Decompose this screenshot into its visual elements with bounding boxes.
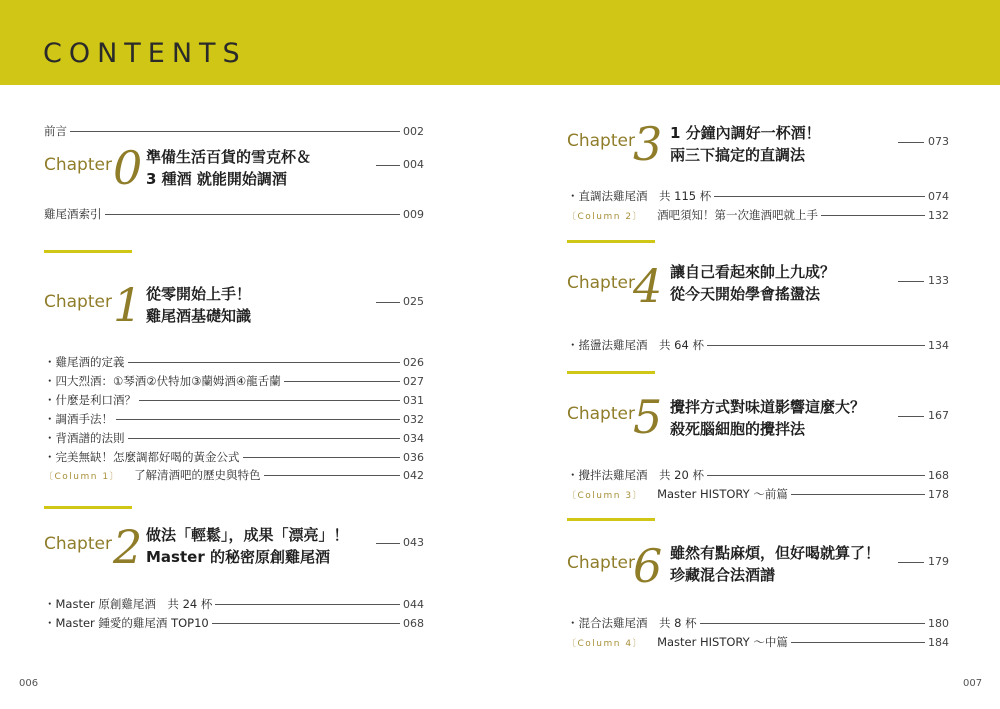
column-badge: 〔Column 3〕 xyxy=(567,490,644,501)
chapter-title-line2: 從今天開始學會搖盪法 xyxy=(670,285,821,303)
toc-entry[interactable] xyxy=(567,465,949,485)
entry-page: 032 xyxy=(403,412,424,426)
leader-line xyxy=(264,475,400,476)
leader-line xyxy=(215,604,400,605)
toc-entry-column-2[interactable] xyxy=(567,205,949,225)
toc-entry[interactable] xyxy=(44,409,424,429)
chapter-number: 1 xyxy=(113,278,143,332)
chapter-title-line2: 殺死腦細胞的攪拌法 xyxy=(670,420,806,438)
leader-line xyxy=(376,543,400,544)
toc-entry[interactable] xyxy=(567,613,949,633)
entry-page: 132 xyxy=(928,208,949,222)
chapter-number: 0 xyxy=(113,141,143,195)
chapter-number: 5 xyxy=(633,390,663,444)
entry-label: ・四大烈酒：①琴酒②伏特加③蘭姆酒④龍舌蘭 xyxy=(44,374,281,388)
chapter-page: 133 xyxy=(928,274,949,287)
leader-line xyxy=(243,457,401,458)
leader-line xyxy=(791,642,925,643)
chapter-page: 073 xyxy=(928,135,949,148)
chapter-word: Chapter xyxy=(567,273,635,293)
toc-entry-column-1[interactable] xyxy=(44,465,424,485)
entry-page: 031 xyxy=(403,393,424,407)
leader-line xyxy=(821,215,925,216)
entry-page: 184 xyxy=(928,635,949,649)
leader-line xyxy=(105,214,401,215)
chapter-title-line2: Master 的秘密原創雞尾酒 xyxy=(146,548,330,566)
entry-page: 168 xyxy=(928,468,949,482)
chapter-title-line1: 讓自己看起來帥上九成？ xyxy=(670,263,836,281)
chapter-word: Chapter xyxy=(567,131,635,151)
column-badge: 〔Column 4〕 xyxy=(567,638,644,649)
section-divider xyxy=(567,518,655,521)
entry-page: 180 xyxy=(928,616,949,630)
leader-line xyxy=(116,419,400,420)
entry-page: 009 xyxy=(403,207,424,221)
toc-entry[interactable] xyxy=(44,390,424,410)
entry-label: 酒吧須知！第一次進酒吧就上手 xyxy=(657,208,819,222)
entry-page: 042 xyxy=(403,468,424,482)
leader-line xyxy=(898,142,924,143)
toc-entry-preface[interactable] xyxy=(44,121,424,141)
leader-line xyxy=(376,302,400,303)
chapter-word: Chapter xyxy=(44,155,112,175)
toc-entry-column-4[interactable] xyxy=(567,632,949,652)
chapter-title-line2: 3 種酒 就能開始調酒 xyxy=(146,170,287,188)
entry-label: ・Master 原創雞尾酒 共 24 杯 xyxy=(44,597,213,611)
entry-page: 002 xyxy=(403,124,424,138)
chapter-number: 4 xyxy=(633,259,663,313)
entry-label: Master HISTORY ～中篇 xyxy=(657,635,788,649)
entry-page: 044 xyxy=(403,597,424,611)
chapter-title-line1: 1 分鐘內調好一杯酒！ xyxy=(670,124,821,142)
column-badge: 〔Column 1〕 xyxy=(44,471,121,482)
leader-line xyxy=(700,623,925,624)
chapter-word: Chapter xyxy=(567,553,635,573)
toc-entry[interactable] xyxy=(44,594,424,614)
entry-label: ・完美無缺！怎麼調都好喝的黃金公式 xyxy=(44,450,240,464)
toc-entry[interactable] xyxy=(44,371,424,391)
entry-label: 雞尾酒索引 xyxy=(44,207,102,221)
chapter-title-line2: 珍藏混合法酒譜 xyxy=(670,566,776,584)
toc-entry[interactable] xyxy=(44,447,424,467)
page-number-right: 007 xyxy=(963,678,983,689)
chapter-page: 179 xyxy=(928,555,949,568)
entry-label: ・混合法雞尾酒 共 8 杯 xyxy=(567,616,697,630)
leader-line xyxy=(898,416,924,417)
section-divider xyxy=(567,371,655,374)
toc-entry[interactable] xyxy=(567,335,949,355)
column-badge: 〔Column 2〕 xyxy=(567,211,644,222)
toc-entry[interactable] xyxy=(44,352,424,372)
entry-label: Master HISTORY ～前篇 xyxy=(657,487,788,501)
leader-line xyxy=(791,494,925,495)
chapter-word: Chapter xyxy=(44,292,112,312)
chapter-title-line2: 雞尾酒基礎知識 xyxy=(146,307,252,325)
entry-page: 134 xyxy=(928,338,949,352)
entry-label: ・調酒手法！ xyxy=(44,412,113,426)
entry-label: ・Master 鍾愛的雞尾酒 TOP10 xyxy=(44,616,209,630)
leader-line xyxy=(284,381,400,382)
toc-entry-column-3[interactable] xyxy=(567,484,949,504)
leader-line xyxy=(139,400,400,401)
entry-page: 068 xyxy=(403,616,424,630)
section-divider xyxy=(44,250,132,253)
leader-line xyxy=(707,475,925,476)
chapter-page: 025 xyxy=(403,295,424,308)
entry-page: 026 xyxy=(403,355,424,369)
leader-line xyxy=(128,438,401,439)
entry-page: 036 xyxy=(403,450,424,464)
page-number-left: 006 xyxy=(19,678,39,689)
entry-label: 了解清酒吧的歷史與特色 xyxy=(134,468,261,482)
entry-label: ・搖盪法雞尾酒 共 64 杯 xyxy=(567,338,704,352)
chapter-title-line1: 攪拌方式對味道影響這麼大？ xyxy=(670,398,866,416)
leader-line xyxy=(898,562,924,563)
chapter-title-line1: 準備生活百貨的雪克杯＆ xyxy=(146,148,312,166)
entry-label: ・攪拌法雞尾酒 共 20 杯 xyxy=(567,468,704,482)
entry-label: 前言 xyxy=(44,124,67,138)
toc-entry[interactable] xyxy=(44,613,424,633)
leader-line xyxy=(707,345,925,346)
leader-line xyxy=(128,362,401,363)
leader-line xyxy=(70,131,400,132)
entry-label: ・雞尾酒的定義 xyxy=(44,355,125,369)
chapter-number: 3 xyxy=(633,117,663,171)
chapter-title-line2: 兩三下搞定的直調法 xyxy=(670,146,806,164)
leader-line xyxy=(898,281,924,282)
entry-page: 074 xyxy=(928,189,949,203)
chapter-page: 004 xyxy=(403,158,424,171)
section-divider xyxy=(567,240,655,243)
chapter-number: 2 xyxy=(113,520,143,574)
chapter-number: 6 xyxy=(633,539,663,593)
chapter-title-line1: 雖然有點麻煩，但好喝就算了！ xyxy=(670,544,881,562)
chapter-word: Chapter xyxy=(44,534,112,554)
chapter-page: 167 xyxy=(928,409,949,422)
leader-line xyxy=(212,623,400,624)
entry-page: 178 xyxy=(928,487,949,501)
leader-line xyxy=(376,165,400,166)
toc-entry[interactable] xyxy=(567,186,949,206)
chapter-page: 043 xyxy=(403,536,424,549)
entry-label: ・直調法雞尾酒 共 115 杯 xyxy=(567,189,712,203)
leader-line xyxy=(714,196,925,197)
section-divider xyxy=(44,506,132,509)
entry-label: ・什麼是利口酒？ xyxy=(44,393,136,407)
chapter-title-line1: 從零開始上手！ xyxy=(146,285,252,303)
entry-label: ・背酒譜的法則 xyxy=(44,431,125,445)
entry-page: 027 xyxy=(403,374,424,388)
entry-page: 034 xyxy=(403,431,424,445)
toc-entry[interactable] xyxy=(44,428,424,448)
toc-entry-index[interactable] xyxy=(44,204,424,224)
chapter-title-line1: 做法「輕鬆」，成果「漂亮」！ xyxy=(146,526,349,544)
page-title: CONTENTS xyxy=(43,38,247,69)
chapter-word: Chapter xyxy=(567,404,635,424)
